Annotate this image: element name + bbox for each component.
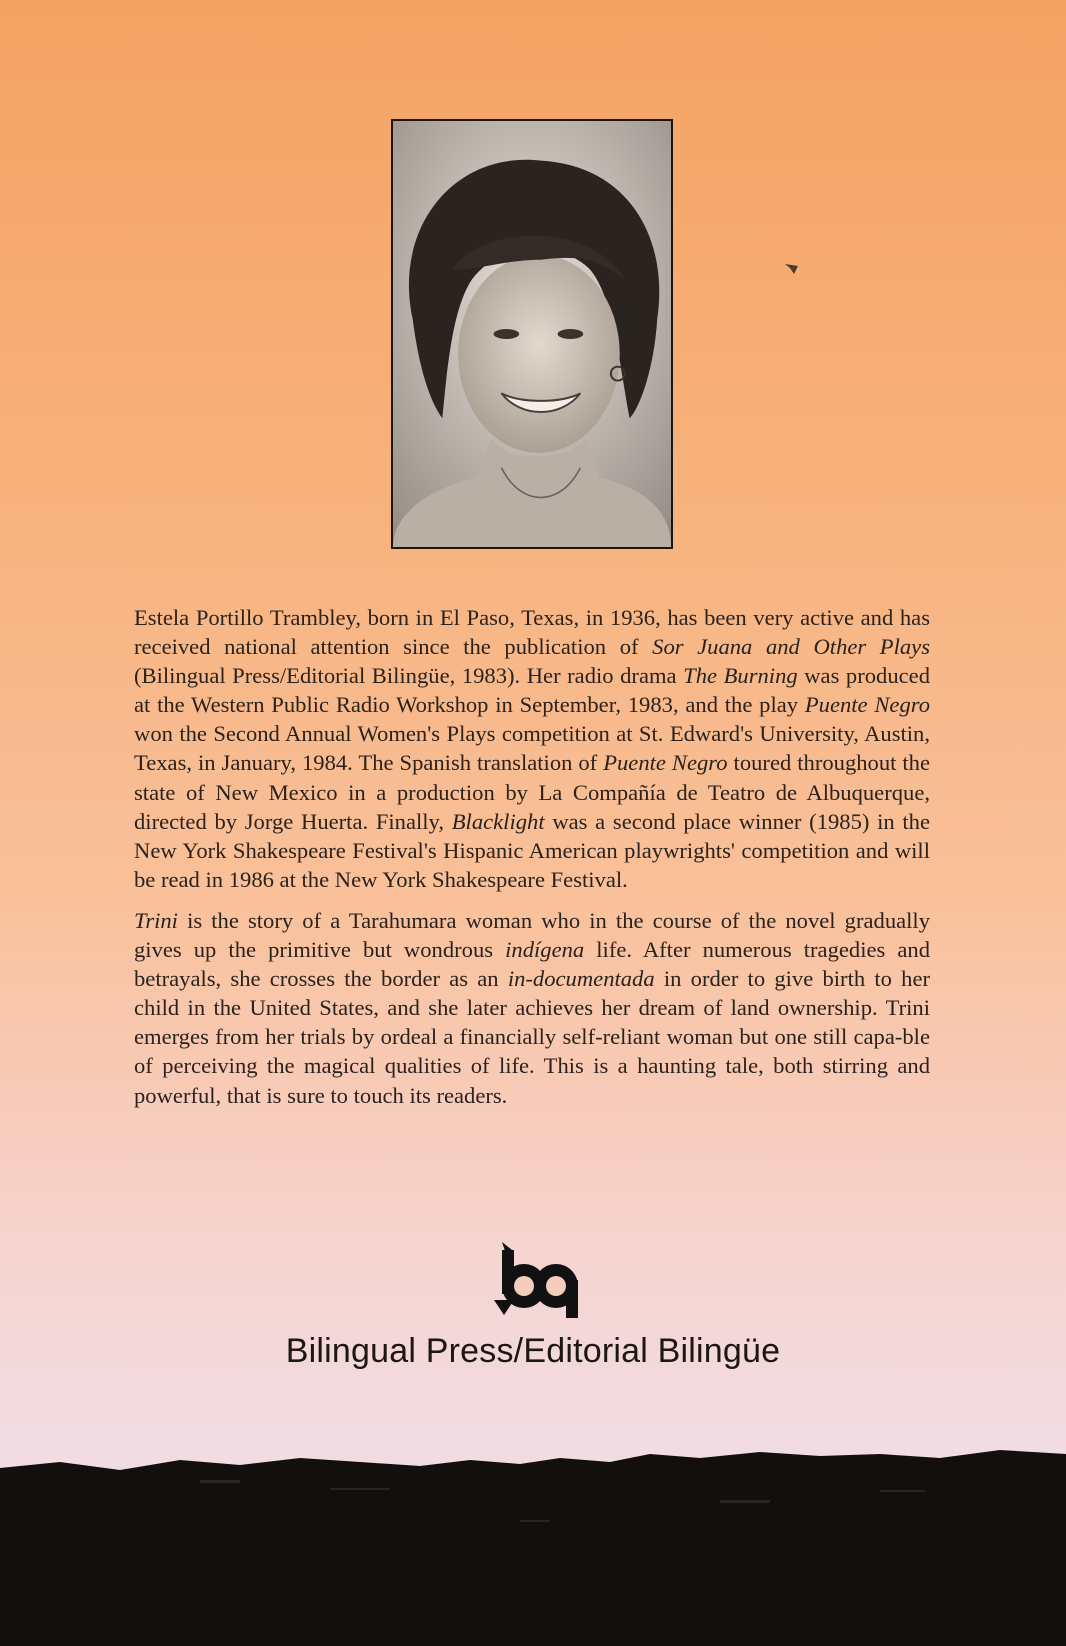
text-run: was produced at the Western Public Radio Workshop in September, 1983, and the play [134,663,930,718]
text-run: (Bilingual Press/Editorial Bilingüe, 1983). Her radio drama [134,663,684,689]
text-run: toured throughout the state of New Mexico in a production by La Compañía de Teatro de Albuquerque, directed by Jorge Huerta. Finally, [134,750,930,834]
text-run: was a second place winner (1985) in the New York Shakespeare Festival's Hispanic American playwrights' competition and will be read in 1986 at the New York Shakespeare Festival. [134,808,930,892]
italic-title: The Burning [683,663,798,689]
publisher-logo-icon [494,1240,586,1320]
text-run: in order to give birth to her child in the United States, and she later achieves her dream of land ownership. Trini emerges from her trials by ordeal a financially self-reliant woman but one still capa-ble of perceiving the magical qualities of life. This is a haunting tale, both stirring and powerful, that is sure to touch its readers. [134,966,930,1108]
portrait-image [393,121,671,547]
mountain-silhouette [0,1440,1066,1646]
author-bio [134,603,930,1122]
text-run: is the story of a Tarahumara woman who in the course of the novel gradually gives up the primitive but wondrous [134,907,930,963]
bio-paragraph-1 [134,603,930,894]
italic-title: Sor Juana and Other Plays [652,634,930,660]
bio-paragraph-2 [134,906,930,1110]
text-run: life. After numerous tragedies and betrayals, she crosses the border as an [134,937,930,992]
text-run: won the Second Annual Women's Plays competition at St. Edward's University, Austin, Texas, in January, 1984. The Spanish translation of [134,721,930,776]
italic-title: Puente Negro [804,692,930,718]
text-run: Estela Portillo Trambley, born in El Paso, Texas, in 1936, has been very active and has received national attention since the publication of [134,605,930,660]
italic-title: Blacklight [451,808,545,834]
italic-title: Trini [134,907,178,933]
speck-mark [784,262,800,276]
italic-title: indígena [505,937,585,963]
author-photo [391,119,673,549]
italic-title: in-documentada [507,966,655,992]
publisher-name: Bilingual Press/Editorial Bilingüe [285,1332,781,1370]
italic-title: Puente Negro [603,750,728,776]
